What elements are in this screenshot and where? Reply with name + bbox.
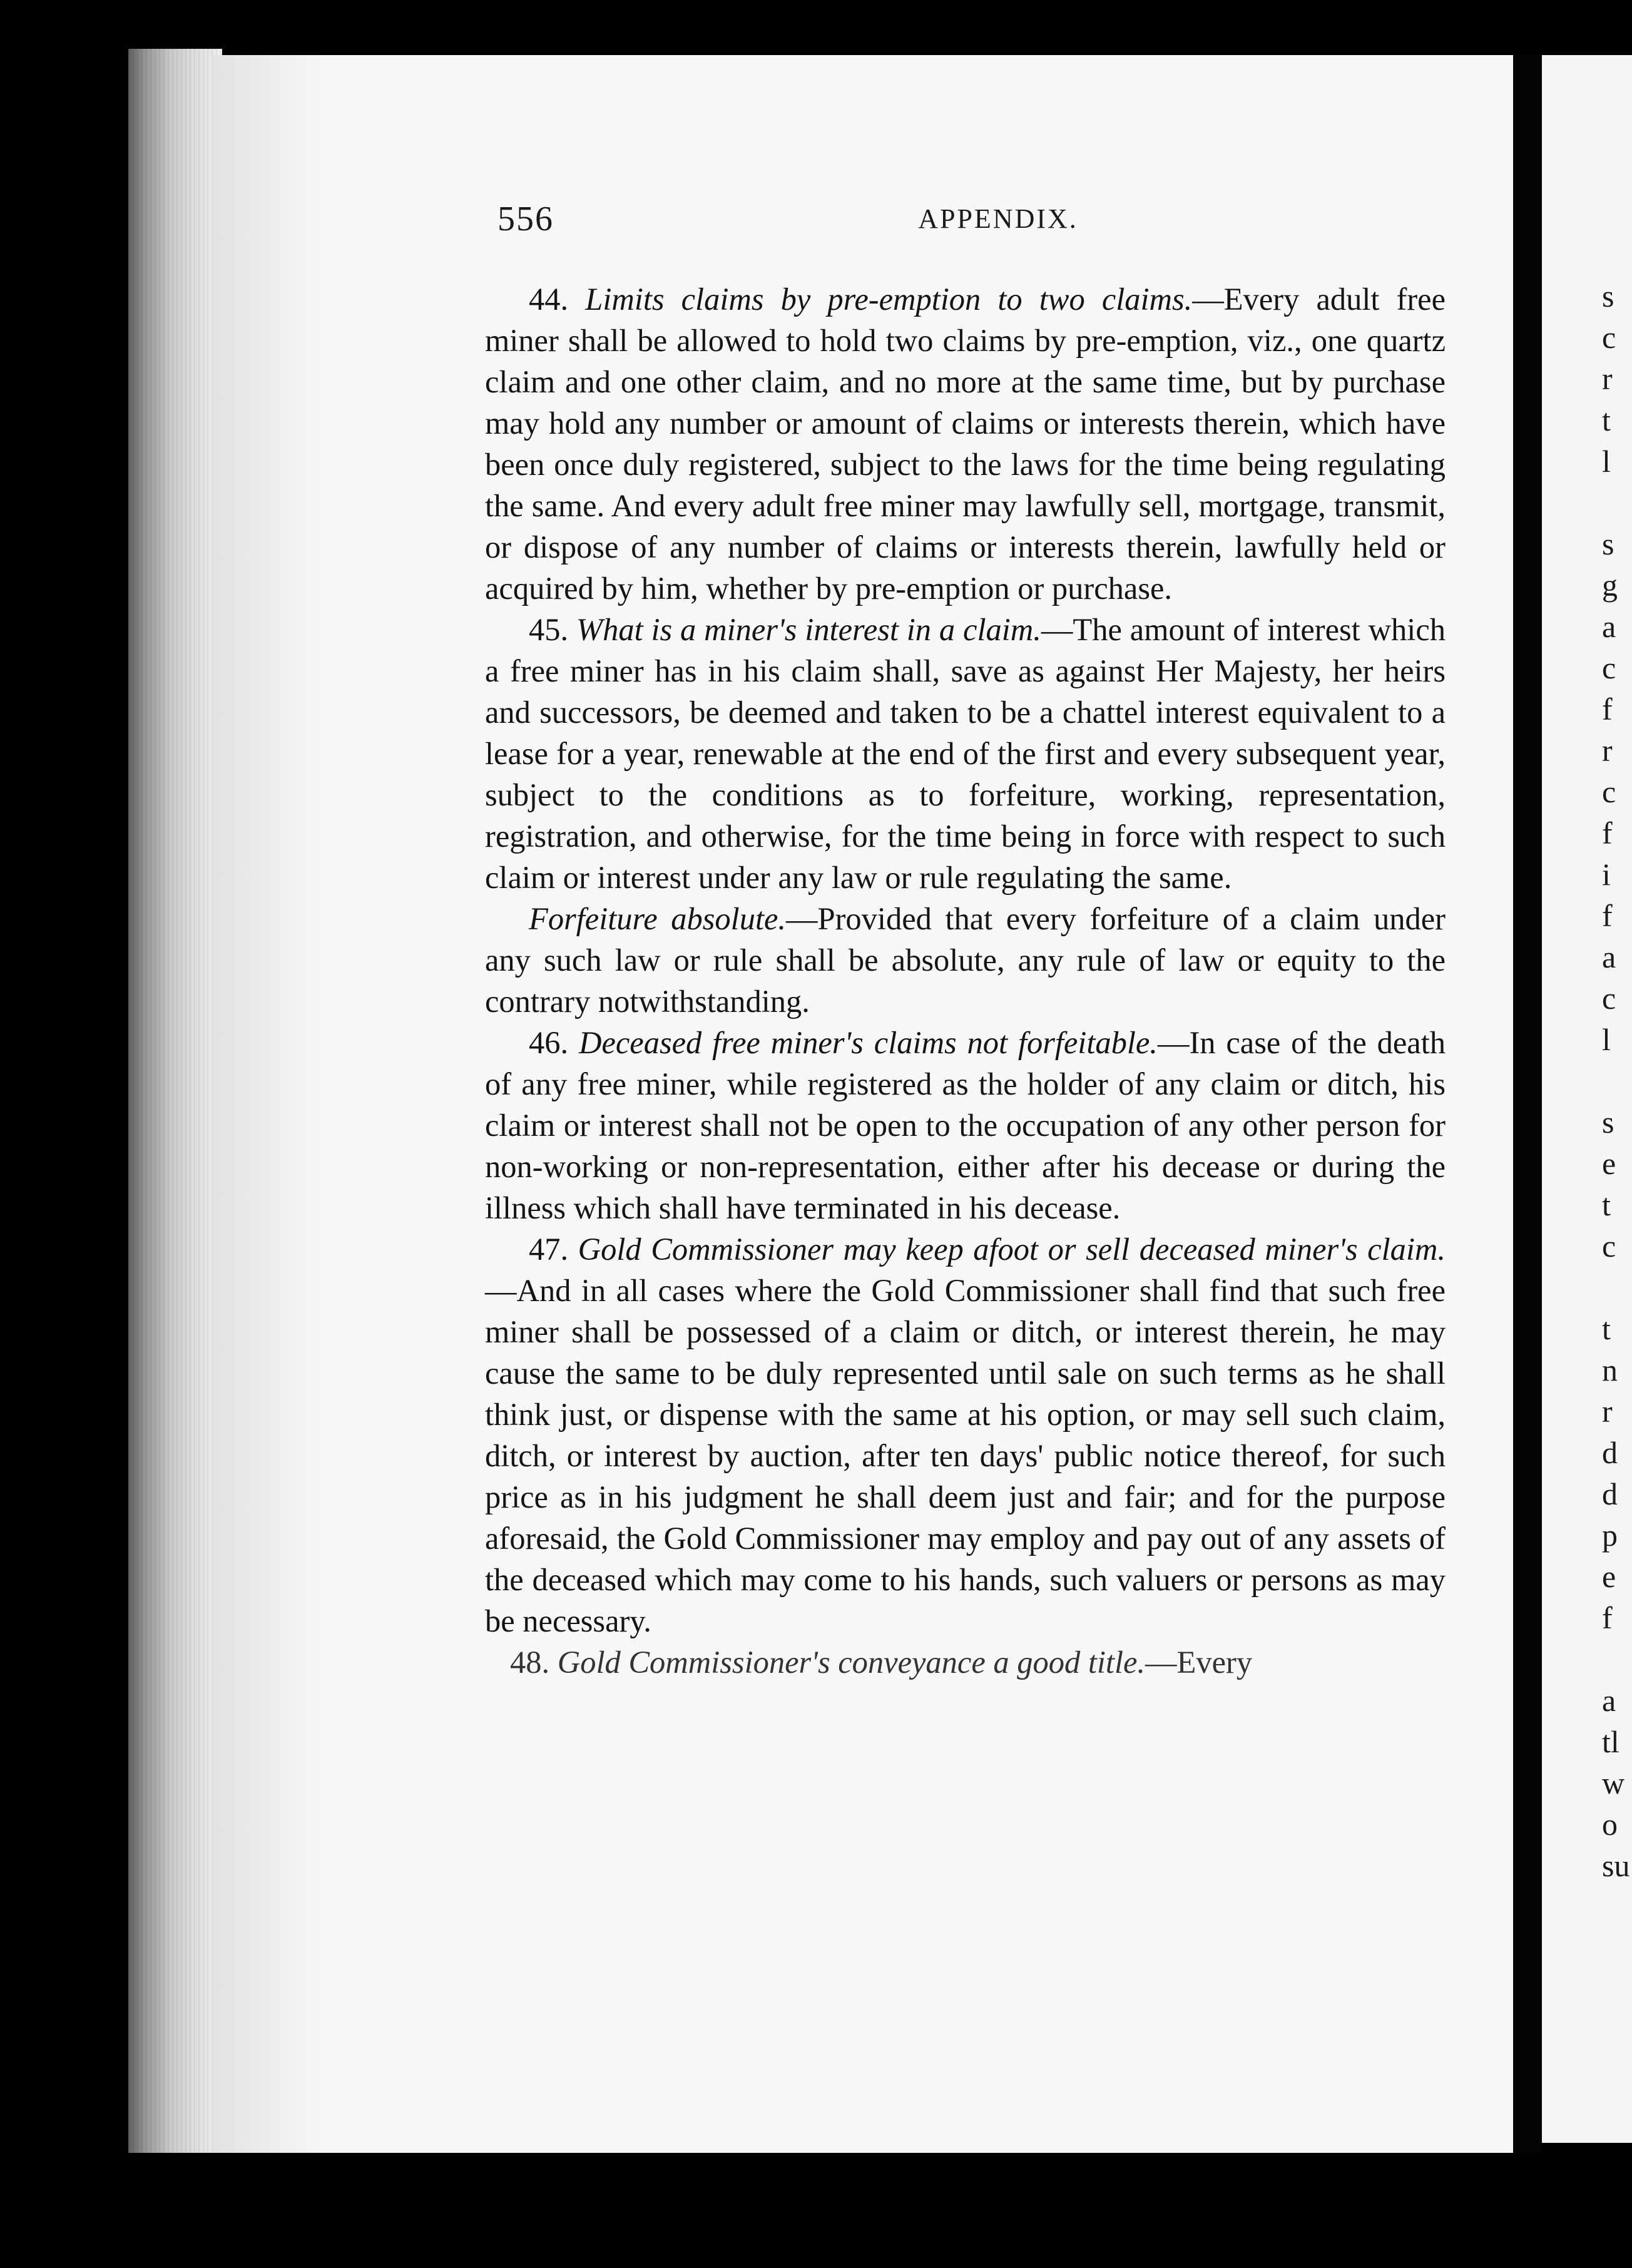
right-page-line-fragment: c — [1602, 650, 1616, 685]
right-page-line-fragment: w — [1602, 1765, 1625, 1801]
section-title: Deceased free miner's claims not forfeitable. — [579, 1025, 1158, 1060]
proviso-forfeiture — [485, 898, 1446, 1022]
right-page-line-fragment: f — [1602, 1600, 1613, 1635]
right-page-line-fragment: tl — [1602, 1724, 1619, 1759]
section-48 — [485, 1642, 1446, 1683]
right-page-line-fragment: o — [1602, 1807, 1618, 1842]
right-page-line-fragment: c — [1602, 981, 1616, 1016]
section-number: 48. — [510, 1645, 550, 1680]
right-page-line-fragment: t — [1602, 402, 1611, 437]
section-body: The amount of interest which a free miner has in his claim shall, save as against Her Majesty, her heirs and successors, be deemed and taken to be a chattel interest equivalent to a lease for a year, renewable at the end of the first and every subsequent year, subject to the conditions as to forfeiture, working, representation, registration, and otherwise, for the time being in force with respect to such claim or interest under any law or rule regulating the same. — [485, 612, 1446, 895]
right-page-line-fragment: s — [1602, 526, 1614, 561]
right-page-line-fragment: c — [1602, 320, 1616, 355]
section-dash: — — [485, 1273, 517, 1308]
scan-frame-bottom — [0, 2153, 1632, 2268]
right-page-line-fragment: l — [1602, 444, 1611, 479]
right-page-line-fragment: s — [1602, 278, 1614, 314]
right-page-line-fragment — [1602, 482, 1632, 523]
section-dash: — — [1192, 282, 1224, 317]
right-page-line-fragment: l — [1602, 1022, 1611, 1057]
right-page-line-fragment: e — [1602, 1559, 1616, 1594]
right-page-line-fragment: r — [1602, 361, 1613, 396]
section-47 — [485, 1228, 1446, 1642]
right-page-line-fragment — [1602, 1638, 1632, 1680]
right-page-line-fragment: f — [1602, 692, 1613, 727]
right-page-line-fragment — [1602, 1060, 1632, 1101]
running-head-title: APPENDIX. — [918, 203, 1078, 234]
right-page-line-fragment: s — [1602, 1105, 1614, 1140]
section-body: Every — [1176, 1645, 1253, 1680]
right-page-line-fragment: f — [1602, 898, 1613, 933]
section-title: Gold Commissioner may keep afoot or sell deceased miner's claim. — [578, 1232, 1446, 1267]
section-title: Gold Commissioner's conveyance a good title. — [557, 1645, 1146, 1680]
section-body: Every adult free miner shall be allowed to hold two claims by pre-emption, viz., one quartz claim and one other claim, and no more at the same time, but by purchase may hold any number or amount of claims or interests therein, which have been once duly registered, subject to the laws for the time being regulating the same. And every adult free miner may lawfully sell, mortgage, transmit, or dispose of any number of claims or interests therein, lawfully held or acquired by him, whether by pre-emption or purchase. — [485, 282, 1446, 606]
section-46 — [485, 1022, 1446, 1228]
section-44 — [485, 278, 1446, 609]
right-page-line-fragment: t — [1602, 1311, 1611, 1346]
running-head — [497, 199, 1632, 243]
scan-frame-top — [0, 0, 1632, 56]
left-page-shadow — [213, 55, 325, 2154]
right-page-line-fragment: r — [1602, 1394, 1613, 1429]
book-gutter — [1513, 55, 1542, 2154]
text-column — [485, 278, 1446, 1683]
right-page-line-fragment: t — [1602, 1187, 1611, 1222]
right-page-text-fragment — [1602, 275, 1632, 1886]
right-page-line-fragment: c — [1602, 774, 1616, 809]
section-dash: — — [786, 901, 818, 936]
right-page-line-fragment: a — [1602, 1683, 1616, 1718]
right-page-line-fragment: a — [1602, 609, 1616, 644]
right-page-line-fragment — [1602, 1267, 1632, 1308]
section-body: In case of the death of any free miner, while registered as the holder of any claim or ditch, his claim or interest shall not be open to the occupation of any other person for non-working or non-representation, either after his decease or during the illness which shall have terminated in his decease. — [485, 1025, 1446, 1225]
right-page-line-fragment: su — [1602, 1848, 1630, 1883]
right-page-line-fragment: n — [1602, 1352, 1618, 1387]
section-body: Provided that every forfeiture of a claim under any such law or rule shall be absolute, any rule of law or equity to the contrary notwithstanding. — [485, 901, 1446, 1019]
section-number: 44. — [529, 282, 569, 317]
section-title: Limits claims by pre-emption to two claims. — [585, 282, 1193, 317]
right-page-line-fragment: r — [1602, 733, 1613, 768]
book-page-edge-texture — [128, 49, 222, 2158]
section-dash: — — [1157, 1025, 1190, 1060]
right-page-line-fragment: d — [1602, 1476, 1618, 1511]
section-title: What is a miner's interest in a claim. — [576, 612, 1041, 647]
section-45 — [485, 609, 1446, 898]
section-number: 47. — [529, 1232, 569, 1267]
right-page-line-fragment: i — [1602, 857, 1611, 892]
right-page-line-fragment: g — [1602, 568, 1618, 603]
right-page-line-fragment: a — [1602, 939, 1616, 974]
section-dash: — — [1041, 612, 1073, 647]
section-title: Forfeiture absolute. — [529, 901, 787, 936]
section-number: 45. — [529, 612, 569, 647]
right-page-line-fragment: p — [1602, 1518, 1618, 1553]
section-dash: — — [1145, 1645, 1177, 1680]
right-page-line-fragment: e — [1602, 1146, 1616, 1181]
right-page-line-fragment: f — [1602, 815, 1613, 850]
section-number: 46. — [529, 1025, 569, 1060]
section-body: And in all cases where the Gold Commissioner shall find that such free miner shall be possessed of a claim or ditch, or interest therein, he may cause the same to be duly represented until sale on such terms as he shall think just, or dispense with the same at his option, or may sell such claim, ditch, or interest by auction, after ten days' public notice thereof, for such price as in his judgment he shall deem just and fair; and for the purpose aforesaid, the Gold Commissioner may employ and pay out of any assets of the deceased which may come to his hands, such valuers or persons as may be necessary. — [485, 1273, 1446, 1638]
right-page-line-fragment: c — [1602, 1228, 1616, 1264]
page-number: 556 — [497, 200, 554, 238]
right-page-line-fragment: d — [1602, 1435, 1618, 1470]
